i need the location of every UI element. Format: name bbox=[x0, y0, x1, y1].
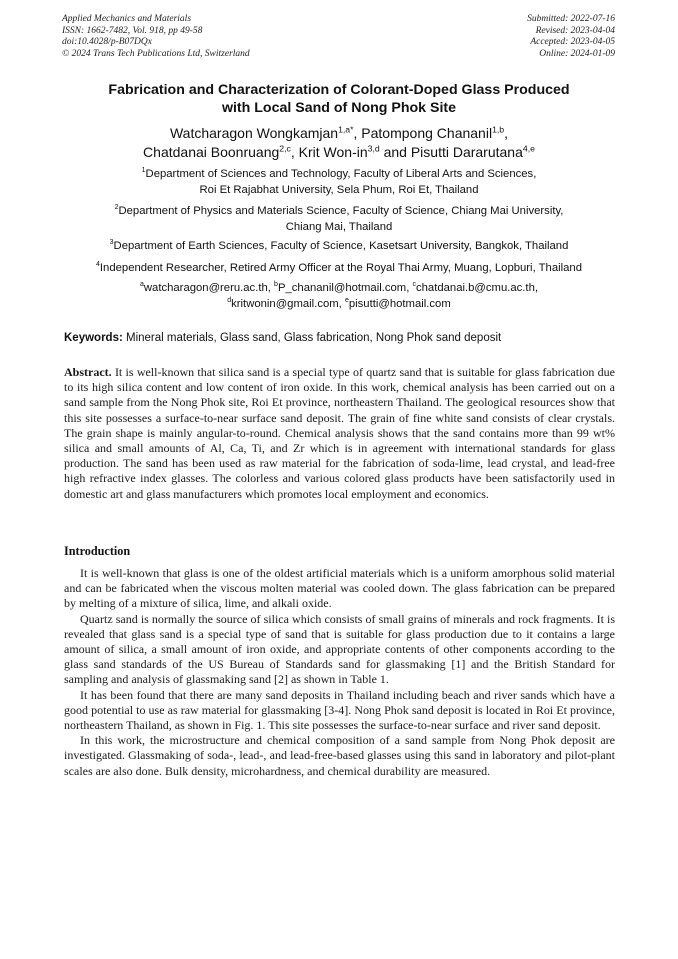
affiliation-line: Department of Earth Sciences, Faculty of Science, Kasetsart University, Bangkok, Thailand bbox=[113, 240, 569, 252]
paragraph: It is well-known that glass is one of the oldest artificial materials which is a uniform amorphous solid material and can be fabricated when the viscous molten material was cooled down. The glass fabrication can be prepared by melting of a mixture of silica, lime, and alkali oxide. bbox=[64, 566, 615, 611]
affiliation-line: Roi Et Rajabhat University, Sela Phum, Roi Et, Thailand bbox=[199, 183, 479, 196]
affiliation-number: 4 bbox=[96, 261, 100, 269]
author-name: Krit Won-in bbox=[298, 144, 368, 160]
email-address[interactable]: pisutti@hotmail.com bbox=[348, 297, 451, 310]
affiliation-line: Department of Physics and Materials Science, Faculty of Science, Chiang Mai University, bbox=[118, 205, 564, 217]
dates-header bbox=[527, 14, 615, 60]
author-separator: and bbox=[379, 144, 411, 160]
abstract-text: It is well-known that silica sand is a special type of quartz sand that is suitable for glass fabrication due to its high silica content and low content of iron oxide. In this work, chemical analysis has been carried out on a sand sample from the Nong Phok site, Roi Et province, northeastern Thailand. The geological resources show that this site possesses a surface-to-near surface sand deposit. The grain of fine white sand consists of clear crystals. The grain shape is mainly angular-to-round. Chemical analysis shows that the sand contains more than 99 wt% silica and small amounts of Al, Ca, Ti, and Zr which is in agreement with international standards for glass production. The sand has been used as raw material for the fabrication of soda-lime, lead crystal, and lead-free high refractive index glasses. The colorless and various colored glass products have been satisfactorily used in domestic art and glass manufacturers which promotes local employment and economics. bbox=[64, 365, 615, 501]
affiliation-line: Independent Researcher, Retired Army Officer at the Royal Thai Army, Muang, Lopburi, Thailand bbox=[99, 262, 582, 274]
author-superscript: 1,b bbox=[492, 124, 505, 135]
author-name: Watcharagon Wongkamjan bbox=[169, 125, 339, 141]
date-submitted: Submitted: 2022-07-16 bbox=[527, 14, 615, 24]
author-separator: , bbox=[290, 144, 299, 160]
keywords-label: Keywords: bbox=[64, 332, 123, 344]
author-separator: , bbox=[353, 125, 362, 141]
paragraph: Quartz sand is normally the source of silica which consists of small grains of minerals and rock fragments. It is revealed that glass sand is a special type of sand that is suitable for glass production due to it contains a large amount of silica, a small amount of iron oxide, and appropriate contents of other components according to the glass sand standards of the US Bureau of Standards sand for glassmaking [1] and the British Standard for sampling and analysis of glassmaking sand [2] as shown in Table 1. bbox=[64, 611, 615, 687]
author-superscript: 4,e bbox=[522, 143, 535, 154]
affiliation-4 bbox=[60, 261, 618, 277]
affiliation-2 bbox=[60, 204, 618, 235]
section-heading-introduction: Introduction bbox=[64, 544, 131, 558]
author-list bbox=[60, 124, 618, 162]
email-superscript: a bbox=[139, 281, 144, 289]
date-accepted: Accepted: 2023-04-05 bbox=[530, 37, 615, 48]
email-address[interactable]: watcharagon@reru.ac.th bbox=[143, 282, 268, 294]
journal-header bbox=[62, 14, 250, 60]
paragraph: It has been found that there are many sand deposits in Thailand including beach and river sands which have a good potential to use as raw material for glassmaking [3-4]. Nong Phok sand deposit is located in Roi Et province, northeastern Thailand, as shown in Fig. 1. This site possesses the surface-to-near surface and river sand deposit. bbox=[64, 687, 615, 733]
author-name: Patompong Chananil bbox=[361, 125, 493, 141]
authors-line-1 bbox=[60, 124, 618, 143]
affiliation-3 bbox=[60, 239, 618, 255]
affiliation-line: Department of Sciences and Technology, Faculty of Liberal Arts and Sciences, bbox=[145, 168, 537, 180]
date-revised: Revised: 2023-04-04 bbox=[535, 25, 615, 36]
keywords-text: Mineral materials, Glass sand, Glass fabrication, Nong Phok sand deposit bbox=[126, 332, 502, 344]
title-line-2: with Local Sand of Nong Phok Site bbox=[221, 100, 457, 116]
abstract-label: Abstract. bbox=[64, 365, 112, 379]
email-superscript: b bbox=[274, 281, 278, 289]
paragraph: In this work, the microstructure and chemical composition of a sand sample from Nong Phok deposit are investigated. Glassmaking of soda-, lead-, and lead-free-based glasses using this sand in laboratory and pilot-plant scales are also done. Bulk density, microhardness, and chemical durability are measured. bbox=[64, 733, 615, 778]
author-separator: , bbox=[504, 125, 509, 141]
email-superscript: e bbox=[344, 296, 349, 304]
keywords bbox=[64, 331, 616, 346]
email-address[interactable]: kritwonin@gmail.com bbox=[231, 297, 339, 310]
journal-name: Applied Mechanics and Materials bbox=[62, 14, 192, 24]
author-name: Pisutti Dararutana bbox=[410, 144, 523, 160]
journal-copyright: © 2024 Trans Tech Publications Ltd, Switzerland bbox=[62, 48, 250, 59]
author-name: Chatdanai Boonruang bbox=[143, 144, 280, 160]
title-line-1: Fabrication and Characterization of Colorant-Doped Glass Produced bbox=[108, 82, 570, 98]
authors-line-2 bbox=[60, 143, 618, 162]
email-address[interactable]: P_chananil@hotmail.com bbox=[277, 282, 407, 294]
author-superscript: 1,a* bbox=[338, 124, 354, 135]
email-superscript: d bbox=[227, 296, 232, 304]
affiliation-number: 3 bbox=[109, 239, 114, 247]
paper-title bbox=[60, 81, 618, 117]
abstract bbox=[64, 365, 615, 502]
affiliation-number: 2 bbox=[114, 204, 119, 212]
email-address[interactable]: chatdanai.b@cmu.ac.th bbox=[416, 282, 535, 294]
email-superscript: c bbox=[412, 281, 416, 289]
affiliation-1 bbox=[60, 167, 618, 198]
introduction-body bbox=[64, 566, 615, 779]
affiliation-number: 1 bbox=[141, 167, 146, 175]
author-superscript: 2,c bbox=[279, 143, 291, 154]
author-superscript: 3,d bbox=[367, 143, 380, 154]
journal-issn: ISSN: 1662-7482, Vol. 918, pp 49-58 bbox=[62, 25, 203, 36]
journal-doi[interactable]: doi:10.4028/p-B07DQx bbox=[62, 37, 152, 48]
affiliation-line: Chiang Mai, Thailand bbox=[285, 220, 393, 233]
email-list: $^a$watcharagon@reru.ac.th, $^b$P_chananil@hotmail.com, $^c$chatdanai.b@cmu.ac.th, $^d$kritwonin@gmail.com, $^e$pisutti@hotmail.com bbox=[139, 281, 538, 310]
date-online: Online: 2024-01-09 bbox=[539, 48, 615, 59]
